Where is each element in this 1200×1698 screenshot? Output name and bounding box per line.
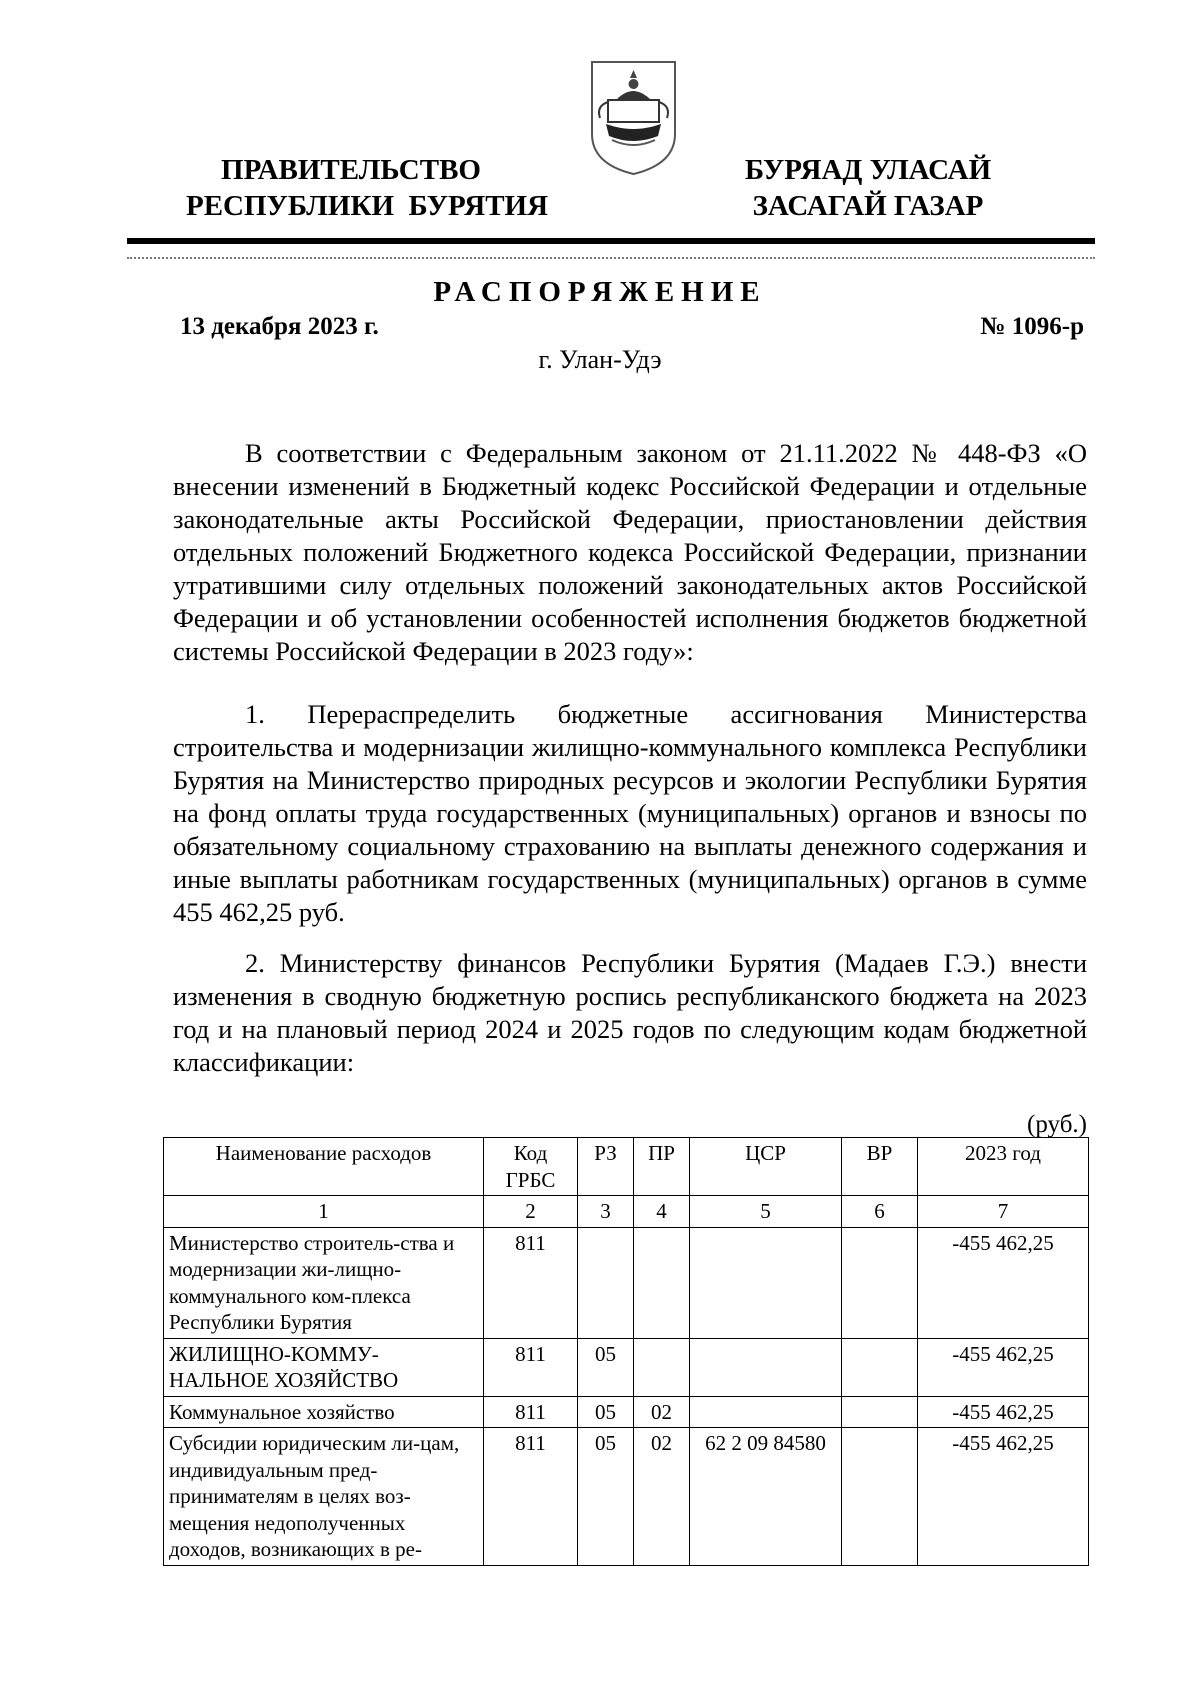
row-name: Коммунальное хозяйство (164, 1396, 484, 1428)
column-number-row (164, 1196, 1089, 1228)
document-city: г. Улан-Удэ (538, 345, 662, 374)
row-csr (690, 1338, 842, 1396)
column-number: 4 (634, 1196, 690, 1228)
row-pr: 02 (634, 1428, 690, 1566)
header-cell: ПР (634, 1138, 690, 1196)
row-amount: -455 462,25 (918, 1227, 1089, 1338)
row-name: ЖИЛИЩНО-КОММУ-НАЛЬНОЕ ХОЗЯЙСТВО (164, 1338, 484, 1396)
row-rz: 05 (578, 1338, 634, 1396)
row-rz: 05 (578, 1428, 634, 1566)
row-vr (842, 1338, 918, 1396)
row-rz (578, 1227, 634, 1338)
budget-table (163, 1137, 1089, 1566)
row-csr: 62 2 09 84580 (690, 1428, 842, 1566)
coat-of-arms-icon (586, 56, 681, 178)
document-number: № 1096-р (980, 313, 1084, 340)
table-header-row (164, 1138, 1089, 1196)
column-number: 6 (842, 1196, 918, 1228)
item-1-paragraph: 1. Перераспределить бюджетные ассигнования Министерства строительства и модернизации жилищно-коммунального комплекса Республики Бурятия на Министерство природных ресурсов и экологии Республики Бурятия на фонд оплаты труда государственных (муниципальных) органов и взносы по обязательному социальному страхованию на выплаты денежного содержания и иные выплаты работникам государственных (муниципальных) органов в сумме 455 462,25 руб. (173, 699, 1087, 927)
column-number: 1 (164, 1196, 484, 1228)
table-row (164, 1428, 1089, 1566)
row-grbs: 811 (484, 1428, 578, 1566)
row-csr (690, 1227, 842, 1338)
row-csr (690, 1396, 842, 1428)
government-name-bua (718, 152, 1018, 224)
row-rz: 05 (578, 1396, 634, 1428)
row-amount: -455 462,25 (918, 1338, 1089, 1396)
row-name: Министерство строитель-ства и модернизации жи-лищно-коммунального ком-плекса Республики Бурятия (164, 1227, 484, 1338)
item-2-paragraph: 2. Министерству финансов Республики Бурятия (Мадаев Г.Э.) внести изменения в сводную бюджетную роспись республиканского бюджета на 2023 год и на плановый период 2024 и 2025 годов по следующим кодам бюджетной классификации: (173, 948, 1087, 1077)
government-name-line2: РЕСПУБЛИКИ БУРЯТИЯ (186, 190, 549, 222)
row-grbs: 811 (484, 1338, 578, 1396)
government-name-bua-line2: ЗАСАГАЙ ГАЗАР (752, 190, 984, 222)
table-row (164, 1227, 1089, 1338)
row-vr (842, 1396, 918, 1428)
table-row (164, 1396, 1089, 1428)
row-pr: 02 (634, 1396, 690, 1428)
row-vr (842, 1428, 918, 1566)
row-pr (634, 1227, 690, 1338)
column-number: 7 (918, 1196, 1089, 1228)
header-rule-thin (127, 257, 1095, 259)
government-name-ru (186, 152, 549, 224)
row-pr (634, 1338, 690, 1396)
header-cell: 2023 год (918, 1138, 1089, 1196)
row-grbs: 811 (484, 1396, 578, 1428)
header-cell: РЗ (578, 1138, 634, 1196)
document-title: РАСПОРЯЖЕНИЕ (433, 276, 767, 308)
row-grbs: 811 (484, 1227, 578, 1338)
column-number: 3 (578, 1196, 634, 1228)
table-row (164, 1338, 1089, 1396)
government-name-bua-line1: БУРЯАД УЛАСАЙ (744, 154, 992, 186)
header-cell: Код ГРБС (484, 1138, 578, 1196)
row-name: Субсидии юридическим ли-цам, индивидуальным пред-принимателям в целях воз-мещения недополученных доходов, возникающих в ре- (164, 1428, 484, 1566)
column-number: 5 (690, 1196, 842, 1228)
row-vr (842, 1227, 918, 1338)
row-amount: -455 462,25 (918, 1428, 1089, 1566)
document-date: 13 декабря 2023 г. (180, 313, 379, 340)
row-amount: -455 462,25 (918, 1396, 1089, 1428)
government-name-line1: ПРАВИТЕЛЬСТВО (221, 154, 481, 186)
header-cell: ВР (842, 1138, 918, 1196)
header-cell: ЦСР (690, 1138, 842, 1196)
header-cell: Наименование расходов (164, 1138, 484, 1196)
preamble-paragraph: В соответствии с Федеральным законом от 21.11.2022 № 448-ФЗ «О внесении изменений в Бюджетный кодекс Российской Федерации и отдельные законодательные акты Российской Федерации, приостановлении действия отдельных положений Бюджетного кодекса Российской Федерации, признании утратившими силу отдельных положений законодательных актов Российской Федерации и об установлении особенностей исполнения бюджетов бюджетной системы Российской Федерации в 2023 году»: (173, 438, 1087, 666)
header-rule-thick (127, 238, 1095, 244)
column-number: 2 (484, 1196, 578, 1228)
table-unit: (руб.) (1027, 1111, 1087, 1138)
